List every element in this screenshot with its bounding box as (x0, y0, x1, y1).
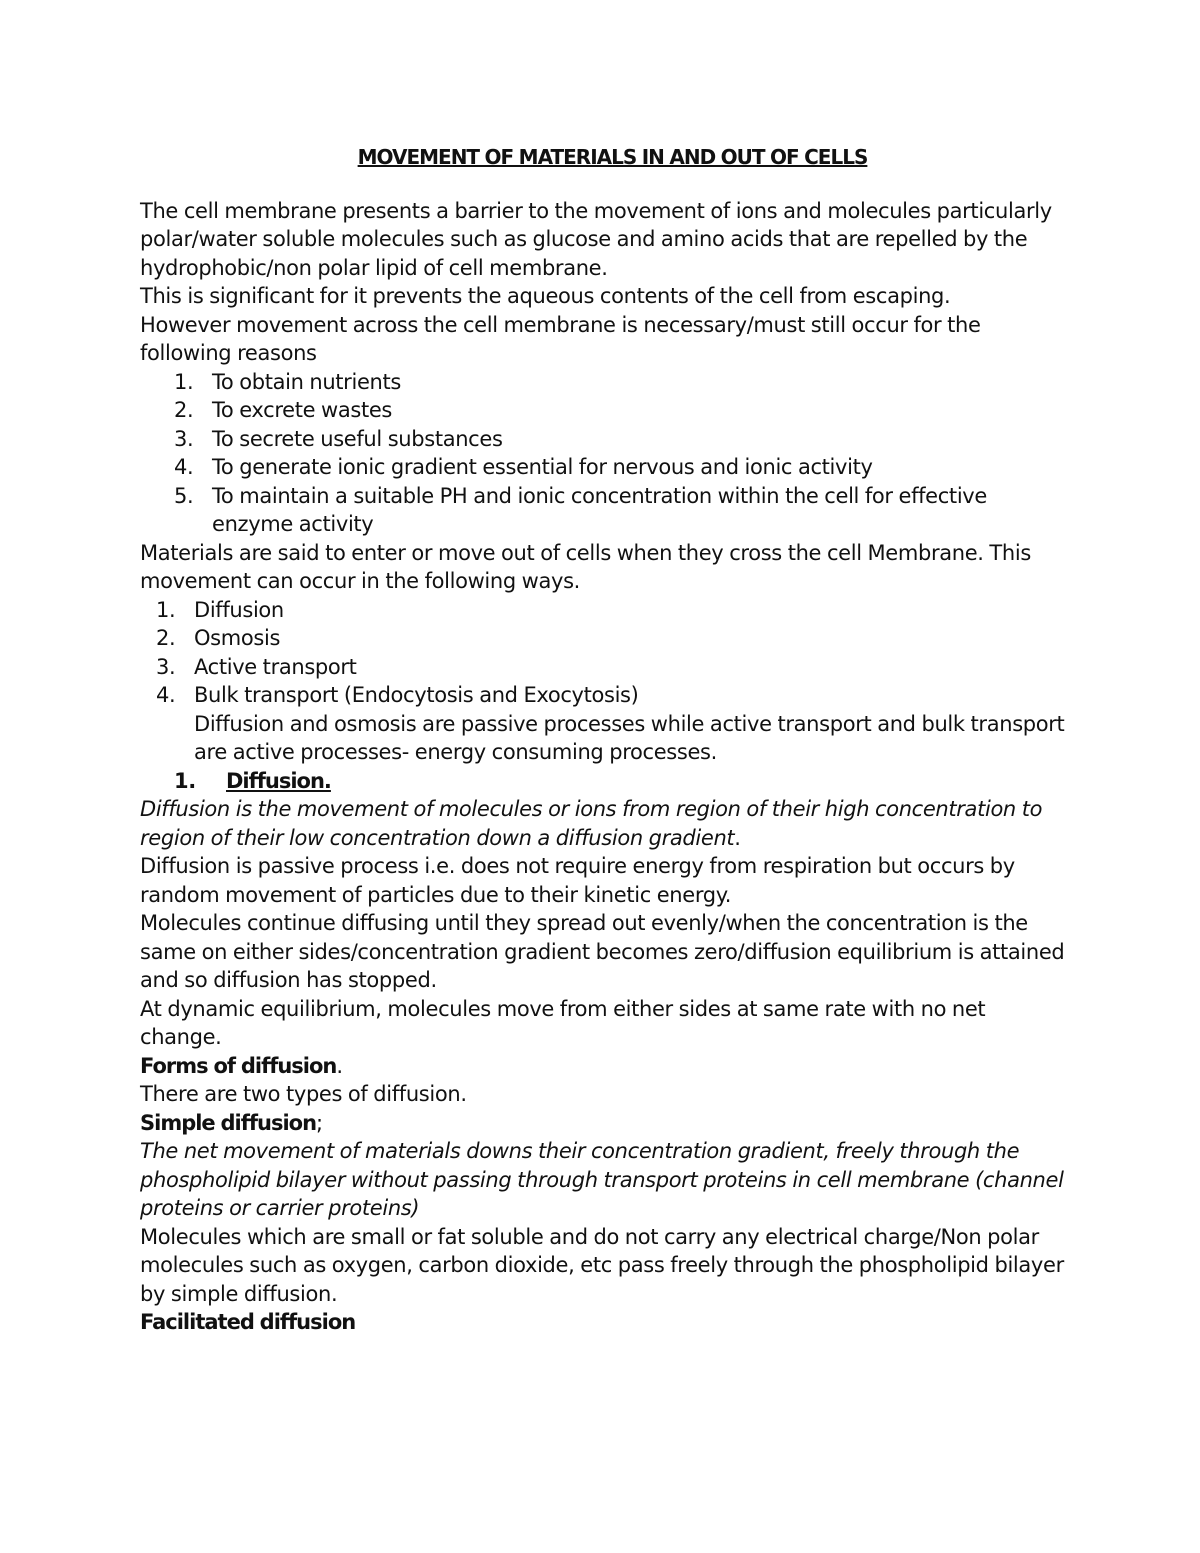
list-number: 4. (156, 683, 176, 707)
simple-heading-text: Simple diffusion (140, 1110, 317, 1135)
forms-paragraph: There are two types of diffusion. (140, 1082, 467, 1106)
list-item (140, 396, 1065, 425)
list-number: 2. (174, 398, 194, 422)
list-number: 2. (156, 626, 176, 650)
forms-heading-period: . (336, 1053, 343, 1078)
list-number: 5. (174, 483, 194, 508)
section-number: 1. (174, 768, 196, 793)
list-item (140, 681, 1065, 710)
diffusion-paragraph-3: At dynamic equilibrium, molecules move from either sides at same rate with no net change. (140, 996, 986, 1049)
ways-intro-paragraph: Materials are said to enter or move out of cells when they cross the cell Membrane. This movement can occur in the following ways. (140, 540, 1031, 593)
list-number: 4. (174, 455, 194, 479)
ways-note-paragraph: Diffusion and osmosis are passive processes while active transport and bulk transport are active processes- energy consuming processes. (194, 711, 1065, 764)
list-item-text: Osmosis (194, 626, 281, 650)
list-item-text: To secrete useful substances (212, 426, 503, 451)
list-number: 1. (156, 597, 176, 622)
ways-list (140, 596, 1065, 710)
forms-heading (140, 1052, 1065, 1081)
diffusion-paragraph-2: Molecules continue diffusing until they spread out evenly/when the concentration is the same on either sides/concentration gradient becomes zero/diffusion equilibrium is attained and so diffusion has stopped. (140, 911, 1065, 992)
list-item (140, 482, 1065, 539)
diffusion-definition-period: . (734, 825, 741, 850)
facilitated-heading: Facilitated diffusion (140, 1310, 356, 1334)
list-number: 3. (156, 654, 176, 679)
list-item-text: To maintain a suitable PH and ionic concentration within the cell for effective enzyme activity (212, 483, 987, 536)
list-item-text: Diffusion (194, 597, 284, 622)
list-item (140, 453, 1065, 482)
simple-definition: The net movement of materials downs their concentration gradient, freely through the phospholipid bilayer without passing through transport proteins in cell membrane (channel proteins or carrier proteins) (140, 1139, 1064, 1220)
list-number: 3. (174, 426, 194, 451)
diffusion-definition (140, 795, 1065, 852)
document-title: MOVEMENT OF MATERIALS IN AND OUT OF CELLS (357, 145, 868, 169)
list-item (140, 368, 1065, 397)
simple-paragraph: Molecules which are small or fat soluble and do not carry any electrical charge/Non polar molecules such as oxygen, carbon dioxide, etc pass freely through the phospholipid bilayer by simple diffusion. (140, 1224, 1064, 1306)
diffusion-definition-text: Diffusion is the movement of molecules or ions from region of their high concentration to region of their low concentration down a diffusion gradient (140, 797, 1043, 850)
list-item-text: Active transport (194, 654, 357, 679)
list-item (140, 653, 1065, 682)
list-item-text: To excrete wastes (212, 398, 392, 422)
list-item-text: To generate ionic gradient essential for nervous and ionic activity (212, 455, 873, 479)
forms-heading-text: Forms of diffusion (140, 1053, 337, 1078)
document-body (140, 143, 1065, 1337)
reasons-list (140, 368, 1065, 539)
simple-heading-semicolon: ; (316, 1110, 323, 1135)
intro-paragraph-3: However movement across the cell membrane is necessary/must still occur for the following reasons (140, 312, 981, 365)
intro-paragraph-1: The cell membrane presents a barrier to the movement of ions and molecules particularly polar/water soluble molecules such as glucose and amino acids that are repelled by the hydrophobic/non polar lipid of cell membrane. (140, 198, 1052, 280)
simple-heading (140, 1109, 1065, 1138)
section-heading-diffusion (140, 767, 1065, 796)
list-number: 1. (174, 369, 194, 394)
intro-paragraph-2: This is significant for it prevents the aqueous contents of the cell from escaping. (140, 284, 951, 308)
section-heading-label: Diffusion. (226, 768, 331, 793)
list-item-text: To obtain nutrients (212, 369, 401, 394)
list-item-text: Bulk transport (Endocytosis and Exocytosis) (194, 683, 639, 707)
list-item (140, 596, 1065, 625)
diffusion-paragraph-1: Diffusion is passive process i.e. does not require energy from respiration but occurs by random movement of particles due to their kinetic energy. (140, 854, 1015, 907)
list-item (140, 624, 1065, 653)
list-item (140, 425, 1065, 454)
